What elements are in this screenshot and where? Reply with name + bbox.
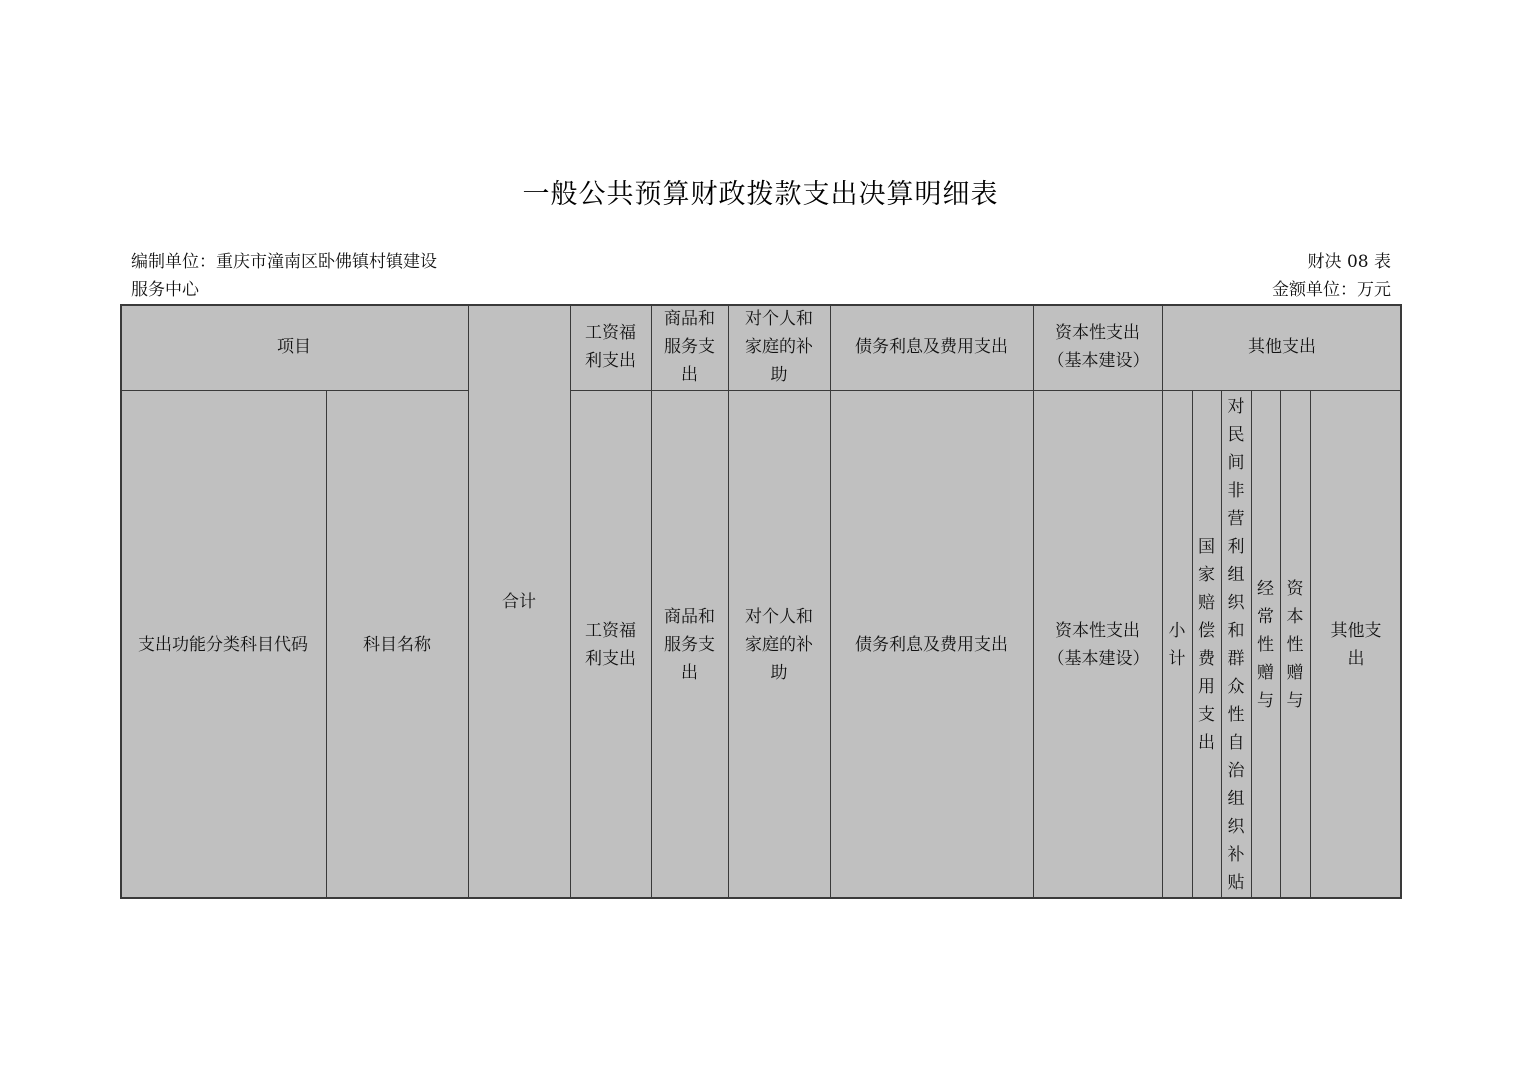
col-divider-goods bbox=[728, 304, 729, 899]
header-capital bbox=[1033, 304, 1162, 390]
subheader-name-label: 科目名称 bbox=[363, 634, 431, 655]
header-subsidy bbox=[728, 304, 830, 390]
header-subsidy-label: 对个人和家庭的补助 bbox=[745, 309, 813, 385]
col-divider-capital bbox=[1162, 304, 1163, 899]
header-wages bbox=[570, 304, 651, 390]
header-project-label: 项目 bbox=[277, 337, 311, 357]
form-number: 财决 08 表 bbox=[1307, 252, 1391, 272]
col-divider-subsidy bbox=[830, 304, 831, 899]
subheader-capital-gift bbox=[1280, 390, 1310, 899]
page-title: 一般公共预算财政拨款支出决算明细表 bbox=[522, 179, 999, 210]
subheader-other bbox=[1310, 390, 1402, 899]
col-divider-code bbox=[326, 390, 327, 899]
subheader-debt-label: 债务利息及费用支出 bbox=[855, 634, 1008, 655]
border-bottom bbox=[120, 897, 1402, 899]
amount-unit: 金额单位：万元 bbox=[1272, 280, 1391, 300]
col-divider-capital-gift bbox=[1310, 390, 1311, 899]
row-divider-left bbox=[120, 390, 468, 391]
subheader-subtotal-label: 小计 bbox=[1168, 620, 1186, 669]
subheader-capital-label: 资本性支出（基本建设） bbox=[1047, 620, 1150, 669]
header-goods-label: 商品和服务支出 bbox=[664, 309, 715, 385]
subheader-compensation-label: 国家赔偿费用支出 bbox=[1198, 536, 1215, 753]
subheader-nonprofit bbox=[1221, 390, 1251, 899]
border-right bbox=[1400, 304, 1402, 899]
subheader-other-label: 其他支出 bbox=[1330, 620, 1382, 669]
col-divider-recurring-gift bbox=[1280, 390, 1281, 899]
border-top bbox=[120, 304, 1402, 306]
subheader-subtotal bbox=[1162, 390, 1192, 899]
col-divider-compensation bbox=[1221, 390, 1222, 899]
subheader-recurring-gift-label: 经常性赠与 bbox=[1257, 578, 1274, 711]
row-divider-right bbox=[570, 390, 1402, 391]
compiling-unit-line-2: 服务中心 bbox=[131, 280, 199, 300]
col-divider-wages bbox=[651, 304, 652, 899]
subheader-name bbox=[326, 390, 468, 899]
col-divider-debt bbox=[1033, 304, 1034, 899]
header-other-label: 其他支出 bbox=[1248, 337, 1316, 357]
subheader-goods-label: 商品和服务支出 bbox=[664, 606, 715, 683]
col-divider-total-right bbox=[570, 304, 571, 899]
subheader-compensation bbox=[1192, 390, 1221, 899]
header-project bbox=[120, 304, 468, 390]
subheader-code-label: 支出功能分类科目代码 bbox=[138, 634, 308, 655]
subheader-subsidy bbox=[728, 390, 830, 899]
header-debt bbox=[830, 304, 1033, 390]
col-divider-subtotal bbox=[1192, 390, 1193, 899]
header-total-label: 合计 bbox=[502, 591, 536, 612]
subheader-nonprofit-label: 对民间非营利组织和群众性自治组织补贴 bbox=[1227, 396, 1245, 893]
subheader-debt bbox=[830, 390, 1033, 899]
subheader-subsidy-label: 对个人和家庭的补助 bbox=[745, 606, 813, 683]
compiling-unit-line-1: 编制单位：重庆市潼南区卧佛镇村镇建设 bbox=[131, 252, 437, 272]
col-divider-total-left bbox=[468, 304, 469, 899]
border-left bbox=[120, 304, 122, 899]
budget-table bbox=[120, 304, 1402, 899]
subheader-capital bbox=[1033, 390, 1162, 899]
header-total bbox=[468, 304, 570, 899]
subheader-capital-gift-label: 资本性赠与 bbox=[1286, 578, 1304, 711]
subheader-code bbox=[120, 390, 326, 899]
header-goods bbox=[651, 304, 728, 390]
subheader-recurring-gift bbox=[1251, 390, 1280, 899]
col-divider-nonprofit bbox=[1251, 390, 1252, 899]
subheader-goods bbox=[651, 390, 728, 899]
header-other bbox=[1162, 304, 1402, 390]
subheader-wages bbox=[570, 390, 651, 899]
header-capital-label: 资本性支出（基本建设） bbox=[1047, 323, 1150, 371]
header-debt-label: 债务利息及费用支出 bbox=[855, 337, 1008, 357]
subheader-wages-label: 工资福利支出 bbox=[585, 620, 636, 669]
header-wages-label: 工资福利支出 bbox=[585, 323, 636, 371]
